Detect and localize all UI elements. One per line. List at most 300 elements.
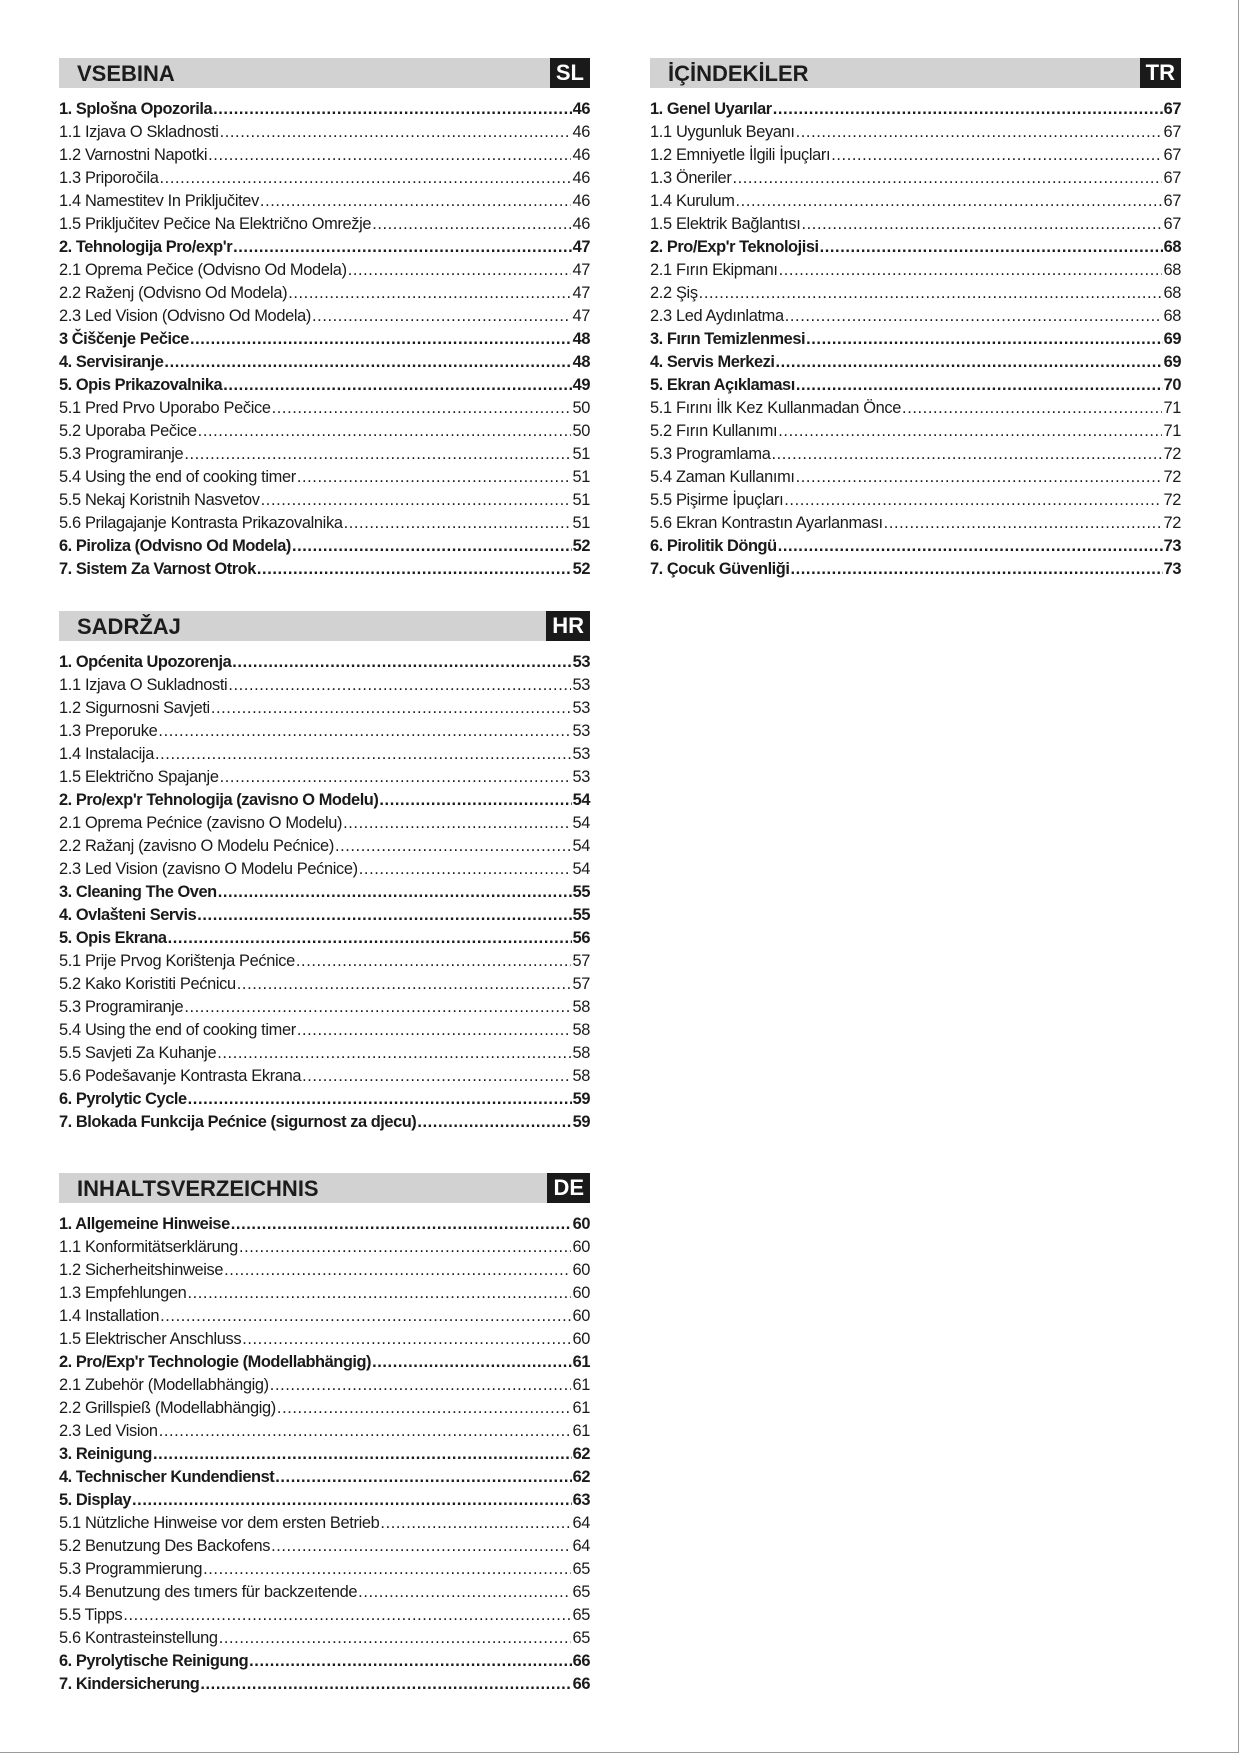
dot-leader: [184, 996, 571, 1019]
dot-leader: [790, 558, 1162, 581]
toc-entry[interactable]: [59, 1111, 590, 1134]
toc-entry-page: 72: [1163, 468, 1181, 486]
dot-leader: [778, 535, 1163, 558]
dot-leader: [208, 144, 571, 167]
dot-leader: [775, 351, 1162, 374]
toc-entry-label: 4. Ovlašteni Servis: [59, 906, 197, 924]
dot-leader: [270, 1374, 572, 1397]
dot-leader: [302, 1065, 571, 1088]
toc-entry[interactable]: [59, 1627, 590, 1650]
toc-entry-label: 1.2 Sicherheitshinweise: [59, 1261, 224, 1279]
toc-entry-label: 1.5 Elektrik Bağlantısı: [650, 215, 801, 233]
toc-entry-label: 1. Splošna Opozorila: [59, 100, 213, 118]
toc-entry-label: 5.1 Pred Prvo Uporabo Pečice: [59, 399, 271, 417]
dot-leader: [779, 259, 1163, 282]
toc-entry[interactable]: [59, 973, 590, 996]
section-header: [59, 58, 590, 88]
dot-leader: [223, 374, 571, 397]
toc-entry[interactable]: [59, 766, 590, 789]
toc-entry-label: 1.1 Izjava O Sukladnosti: [59, 676, 228, 694]
toc-entry-page: 61: [572, 1353, 590, 1371]
toc-entry-page: 50: [572, 422, 590, 440]
toc-entry-page: 61: [572, 1422, 590, 1440]
dot-leader: [335, 835, 572, 858]
toc-entry-page: 53: [572, 676, 590, 694]
toc-section-sl: [59, 58, 590, 581]
toc-entry[interactable]: [650, 236, 1181, 259]
dot-leader: [164, 351, 571, 374]
dot-leader: [190, 328, 572, 351]
toc-entry[interactable]: [59, 1213, 590, 1236]
dot-leader: [200, 1673, 571, 1696]
toc-entry[interactable]: [650, 144, 1181, 167]
dot-leader: [380, 1512, 571, 1535]
toc-entry-page: 46: [572, 146, 590, 164]
toc-entry-page: 72: [1163, 514, 1181, 532]
toc-entry-page: 73: [1163, 560, 1181, 578]
toc-entry-label: 2.3 Led Vision: [59, 1422, 158, 1440]
toc-entry[interactable]: [650, 489, 1181, 512]
toc-entry[interactable]: [59, 420, 590, 443]
toc-entry[interactable]: [59, 1489, 590, 1512]
toc-entry-page: 51: [572, 514, 590, 532]
toc-entry-label: 5.3 Programiranje: [59, 445, 184, 463]
toc-entry[interactable]: [59, 351, 590, 374]
toc-entry[interactable]: [59, 674, 590, 697]
toc-entry[interactable]: [59, 1065, 590, 1088]
toc-entry[interactable]: [59, 512, 590, 535]
toc-entry-page: 47: [572, 284, 590, 302]
dot-leader: [160, 167, 572, 190]
toc-entry-page: 48: [572, 330, 590, 348]
toc-entry-page: 56: [572, 929, 590, 947]
dot-leader: [288, 282, 571, 305]
dot-leader: [784, 489, 1162, 512]
dot-leader: [198, 420, 572, 443]
toc-entry-label: 5.2 Benutzung Des Backofens: [59, 1537, 271, 1555]
dot-leader: [796, 374, 1163, 397]
toc-entry[interactable]: [59, 213, 590, 236]
toc-section-de: [59, 1173, 590, 1696]
toc-entry-page: 62: [572, 1445, 590, 1463]
section-title: İÇİNDEKİLER: [668, 61, 809, 86]
dot-leader: [820, 236, 1163, 259]
toc-entry-label: 5. Ekran Açıklaması: [650, 376, 795, 394]
dot-leader: [271, 1535, 571, 1558]
toc-entry-label: 5.5 Nekaj Koristnih Nasvetov: [59, 491, 260, 509]
toc-entry[interactable]: [59, 1019, 590, 1042]
toc-entry-page: 52: [572, 560, 590, 578]
toc-entry-page: 48: [572, 353, 590, 371]
toc-entry-label: 1. Allgemeine Hinweise: [59, 1215, 230, 1233]
toc-entry-label: 7. Blokada Funkcija Pećnice (sigurnost za djecu): [59, 1113, 417, 1131]
toc-entry-label: 1. Genel Uyarılar: [650, 100, 772, 118]
toc-entry[interactable]: [650, 328, 1181, 351]
toc-entry-page: 47: [572, 238, 590, 256]
toc-entry[interactable]: [650, 374, 1181, 397]
section-title: SADRŽAJ: [77, 614, 181, 639]
toc-entry-page: 59: [572, 1090, 590, 1108]
toc-entry[interactable]: [650, 443, 1181, 466]
toc-entry-page: 46: [572, 215, 590, 233]
toc-entry[interactable]: [59, 236, 590, 259]
toc-entry-label: 1.1 Uygunluk Beyanı: [650, 123, 795, 141]
dot-leader: [160, 1305, 571, 1328]
toc-entry[interactable]: [59, 927, 590, 950]
toc-entry-label: 5.3 Programlama: [650, 445, 771, 463]
toc-entry-label: 2.3 Led Aydınlatma: [650, 307, 784, 325]
toc-entry-label: 1.1 Izjava O Skladnosti: [59, 123, 219, 141]
dot-leader: [796, 466, 1163, 489]
toc-entry-page: 67: [1163, 100, 1181, 118]
toc-entry-page: 67: [1163, 169, 1181, 187]
toc-entry-page: 55: [572, 883, 590, 901]
toc-entry[interactable]: [59, 1466, 590, 1489]
toc-entry[interactable]: [59, 328, 590, 351]
dot-leader: [242, 1328, 571, 1351]
toc-entry[interactable]: [59, 443, 590, 466]
toc-entry-label: 2.1 Oprema Pečice (Odvisno Od Modela): [59, 261, 347, 279]
toc-entry[interactable]: [59, 1443, 590, 1466]
toc-entry[interactable]: [59, 1420, 590, 1443]
toc-entry[interactable]: [650, 259, 1181, 282]
dot-leader: [379, 789, 571, 812]
dot-leader: [261, 489, 572, 512]
dot-leader: [188, 1088, 572, 1111]
dot-leader: [275, 1466, 571, 1489]
dot-leader: [358, 1581, 571, 1604]
toc-entry-label: 5.3 Programmierung: [59, 1560, 203, 1578]
toc-entry-label: 2. Pro/Exp'r Technologie (Modellabhängig): [59, 1353, 372, 1371]
dot-leader: [197, 904, 571, 927]
dot-leader: [213, 98, 572, 121]
dot-leader: [237, 973, 572, 996]
toc-entry[interactable]: [59, 1650, 590, 1673]
toc-entry[interactable]: [59, 190, 590, 213]
toc-entry-label: 5.1 Nützliche Hinweise vor dem ersten Betrieb: [59, 1514, 380, 1532]
toc-entry[interactable]: [59, 1673, 590, 1696]
toc-entry-label: 7. Sistem Za Varnost Otrok: [59, 560, 256, 578]
toc-entry-page: 46: [572, 192, 590, 210]
toc-entry-label: 5.6 Podešavanje Kontrasta Ekrana: [59, 1067, 302, 1085]
toc-entry[interactable]: [59, 1512, 590, 1535]
toc-entry-label: 5. Opis Ekrana: [59, 929, 167, 947]
toc-entry[interactable]: [59, 282, 590, 305]
dot-leader: [231, 1213, 572, 1236]
toc-entry-label: 1.3 Priporočila: [59, 169, 159, 187]
toc-entry-label: 3 Čiščenje Pečice: [59, 330, 189, 348]
toc-entry[interactable]: [59, 743, 590, 766]
toc-entry-label: 1.3 Preporuke: [59, 722, 158, 740]
toc-entry[interactable]: [59, 535, 590, 558]
toc-entry-page: 65: [572, 1606, 590, 1624]
toc-entry-label: 5. Display: [59, 1491, 132, 1509]
section-title: INHALTSVERZEICHNIS: [77, 1176, 319, 1201]
toc-entry-label: 2.2 Grillspieß (Modellabhängig): [59, 1399, 276, 1417]
toc-entry[interactable]: [650, 190, 1181, 213]
dot-leader: [296, 950, 572, 973]
toc-entry-label: 1.4 Namestitev In Priključitev: [59, 192, 259, 210]
toc-entry-page: 69: [1163, 353, 1181, 371]
toc-entry[interactable]: [59, 1042, 590, 1065]
toc-entry[interactable]: [650, 466, 1181, 489]
toc-entry[interactable]: [59, 1328, 590, 1351]
toc-entry[interactable]: [59, 1282, 590, 1305]
toc-entry-label: 6. Pirolitik Döngü: [650, 537, 777, 555]
toc-entry-label: 1.5 Elektrischer Anschluss: [59, 1330, 242, 1348]
toc-entry-label: 5.5 Savjeti Za Kuhanje: [59, 1044, 217, 1062]
dot-leader: [372, 213, 571, 236]
toc-entry-label: 3. Cleaning The Oven: [59, 883, 217, 901]
toc-entry[interactable]: [59, 397, 590, 420]
dot-leader: [187, 1282, 571, 1305]
dot-leader: [297, 466, 572, 489]
toc-entry-label: 2.2 Ražanj (zavisno O Modelu Pećnice): [59, 837, 334, 855]
toc-entry-page: 54: [572, 814, 590, 832]
toc-entry[interactable]: [59, 1604, 590, 1627]
toc-entry-label: 5.2 Uporaba Pečice: [59, 422, 197, 440]
toc-entry-page: 58: [572, 1021, 590, 1039]
toc-entry[interactable]: [650, 167, 1181, 190]
toc-entry-label: 2. Tehnologija Pro/exp'r: [59, 238, 233, 256]
toc-entry-label: 2.1 Fırın Ekipmanı: [650, 261, 778, 279]
dot-leader: [277, 1397, 572, 1420]
dot-leader: [778, 420, 1162, 443]
toc-entry[interactable]: [650, 213, 1181, 236]
toc-entry-page: 51: [572, 445, 590, 463]
dot-leader: [224, 1259, 571, 1282]
toc-entry-page: 61: [572, 1399, 590, 1417]
toc-entry[interactable]: [59, 812, 590, 835]
toc-entry[interactable]: [650, 420, 1181, 443]
dot-leader: [699, 282, 1163, 305]
toc-entry-label: 5.1 Prije Prvog Korištenja Pećnice: [59, 952, 295, 970]
toc-entry-page: 65: [572, 1583, 590, 1601]
toc-entry-page: 71: [1163, 422, 1181, 440]
language-badge: DE: [547, 1173, 590, 1203]
toc-entry[interactable]: [59, 1305, 590, 1328]
toc-entry[interactable]: [59, 1535, 590, 1558]
toc-entry-label: 6. Piroliza (Odvisno Od Modela): [59, 537, 291, 555]
toc-entry-label: 5.6 Prilagajanje Kontrasta Prikazovalnika: [59, 514, 343, 532]
toc-entry-page: 54: [572, 860, 590, 878]
dot-leader: [796, 121, 1163, 144]
toc-entry[interactable]: [59, 858, 590, 881]
dot-leader: [344, 512, 572, 535]
toc-entry[interactable]: [59, 558, 590, 581]
toc-entry-label: 5.6 Kontrasteinstellung: [59, 1629, 218, 1647]
toc-entry-label: 5.1 Fırını İlk Kez Kullanmadan Önce: [650, 399, 902, 417]
toc-entry[interactable]: [59, 1374, 590, 1397]
toc-entry-page: 72: [1163, 445, 1181, 463]
toc-entry-label: 5.2 Kako Koristiti Pećnicu: [59, 975, 236, 993]
toc-entry[interactable]: [59, 904, 590, 927]
dot-leader: [132, 1489, 572, 1512]
toc-entry-label: 1.4 Installation: [59, 1307, 160, 1325]
toc-entry-page: 72: [1163, 491, 1181, 509]
section-title: VSEBINA: [77, 61, 175, 86]
toc-entry-label: 1.1 Konformitätserklärung: [59, 1238, 238, 1256]
dot-leader: [831, 144, 1162, 167]
toc-entry-page: 66: [572, 1675, 590, 1693]
dot-leader: [773, 98, 1163, 121]
dot-leader: [771, 443, 1162, 466]
toc-entry-page: 67: [1163, 215, 1181, 233]
dot-leader: [211, 697, 572, 720]
toc-entry-page: 62: [572, 1468, 590, 1486]
toc-entry[interactable]: [59, 1581, 590, 1604]
dot-leader: [219, 1627, 572, 1650]
dot-leader: [372, 1351, 572, 1374]
toc-entry[interactable]: [59, 1351, 590, 1374]
toc-entry-label: 1.2 Varnostni Napotki: [59, 146, 208, 164]
toc-entry-page: 68: [1163, 238, 1181, 256]
toc-entry-page: 63: [572, 1491, 590, 1509]
toc-entry-label: 3. Fırın Temizlenmesi: [650, 330, 806, 348]
toc-entry[interactable]: [59, 1088, 590, 1111]
toc-entry[interactable]: [59, 697, 590, 720]
dot-leader: [806, 328, 1163, 351]
toc-entry-page: 53: [572, 699, 590, 717]
toc-entry[interactable]: [650, 397, 1181, 420]
language-badge: TR: [1140, 58, 1181, 88]
toc-entry-page: 60: [572, 1307, 590, 1325]
toc-entry[interactable]: [650, 351, 1181, 374]
toc-entry-page: 51: [572, 468, 590, 486]
toc-entry-page: 60: [572, 1238, 590, 1256]
toc-entry-label: 1. Općenita Upozorenja: [59, 653, 232, 671]
dot-leader: [348, 259, 572, 282]
toc-entry[interactable]: [59, 1397, 590, 1420]
dot-leader: [239, 1236, 572, 1259]
toc-entry[interactable]: [650, 282, 1181, 305]
language-badge: SL: [550, 58, 590, 88]
toc-entry[interactable]: [650, 121, 1181, 144]
toc-entry-page: 54: [572, 791, 590, 809]
dot-leader: [732, 167, 1162, 190]
toc-entry-page: 70: [1163, 376, 1181, 394]
toc-entry-page: 69: [1163, 330, 1181, 348]
toc-entry[interactable]: [59, 651, 590, 674]
toc-entry-label: 1.3 Empfehlungen: [59, 1284, 187, 1302]
toc-entry[interactable]: [59, 167, 590, 190]
toc-entry-page: 66: [572, 1652, 590, 1670]
dot-leader: [158, 720, 571, 743]
toc-entry-page: 47: [572, 261, 590, 279]
toc-entry-page: 57: [572, 975, 590, 993]
toc-entry[interactable]: [59, 121, 590, 144]
dot-leader: [272, 397, 572, 420]
section-header: [59, 1173, 590, 1203]
toc-entry[interactable]: [59, 305, 590, 328]
toc-entry-label: 1.3 Öneriler: [650, 169, 732, 187]
toc-list: [59, 651, 590, 1134]
dot-leader: [417, 1111, 571, 1134]
toc-entry-page: 57: [572, 952, 590, 970]
dot-leader: [260, 190, 572, 213]
toc-entry-label: 2. Pro/exp'r Tehnologija (zavisno O Modelu): [59, 791, 379, 809]
dot-leader: [902, 397, 1162, 420]
toc-entry-page: 60: [572, 1330, 590, 1348]
toc-entry-page: 60: [572, 1215, 590, 1233]
toc-entry-label: 1.4 Kurulum: [650, 192, 735, 210]
dot-leader: [801, 213, 1162, 236]
toc-entry-label: 5.4 Using the end of cooking timer: [59, 468, 296, 486]
dot-leader: [292, 535, 572, 558]
toc-entry[interactable]: [59, 789, 590, 812]
toc-entry[interactable]: [59, 466, 590, 489]
dot-leader: [184, 443, 571, 466]
toc-entry-label: 1.4 Instalacija: [59, 745, 154, 763]
toc-entry-page: 64: [572, 1514, 590, 1532]
toc-entry[interactable]: [59, 144, 590, 167]
toc-entry[interactable]: [59, 489, 590, 512]
toc-entry-label: 5.6 Ekran Kontrastın Ayarlanması: [650, 514, 883, 532]
toc-entry[interactable]: [650, 512, 1181, 535]
toc-entry[interactable]: [59, 881, 590, 904]
dot-leader: [249, 1650, 572, 1673]
toc-entry-label: 5.5 Pişirme İpuçları: [650, 491, 784, 509]
toc-entry-page: 67: [1163, 123, 1181, 141]
toc-entry[interactable]: [59, 98, 590, 121]
toc-entry-label: 5.5 Tipps: [59, 1606, 123, 1624]
toc-entry[interactable]: [59, 374, 590, 397]
toc-entry-label: 2.1 Zubehör (Modellabhängig): [59, 1376, 269, 1394]
toc-entry[interactable]: [650, 305, 1181, 328]
dot-leader: [312, 305, 571, 328]
toc-entry[interactable]: [59, 1558, 590, 1581]
toc-entry-label: 4. Technischer Kundendienst: [59, 1468, 275, 1486]
dot-leader: [233, 236, 572, 259]
toc-entry-page: 68: [1163, 284, 1181, 302]
toc-entry-label: 5.4 Zaman Kullanımı: [650, 468, 795, 486]
dot-leader: [159, 1420, 572, 1443]
dot-leader: [232, 651, 571, 674]
toc-entry[interactable]: [59, 835, 590, 858]
toc-list: [650, 98, 1181, 581]
toc-entry[interactable]: [650, 98, 1181, 121]
toc-entry[interactable]: [59, 950, 590, 973]
dot-leader: [785, 305, 1163, 328]
toc-entry-page: 46: [572, 100, 590, 118]
toc-entry-page: 59: [572, 1113, 590, 1131]
dot-leader: [228, 674, 571, 697]
toc-entry-page: 67: [1163, 146, 1181, 164]
toc-entry[interactable]: [59, 1236, 590, 1259]
toc-section-hr: [59, 611, 590, 1134]
toc-entry-page: 71: [1163, 399, 1181, 417]
toc-entry-label: 1.5 Električno Spajanje: [59, 768, 219, 786]
toc-section-tr: [650, 58, 1181, 581]
toc-entry-page: 65: [572, 1629, 590, 1647]
toc-entry[interactable]: [59, 720, 590, 743]
toc-entry-page: 49: [572, 376, 590, 394]
toc-entry-page: 53: [572, 768, 590, 786]
toc-entry-label: 1.2 Sigurnosni Savjeti: [59, 699, 210, 717]
toc-entry-label: 5.2 Fırın Kullanımı: [650, 422, 778, 440]
toc-entry[interactable]: [650, 558, 1181, 581]
toc-entry[interactable]: [650, 535, 1181, 558]
toc-entry-page: 46: [572, 169, 590, 187]
toc-entry-label: 3. Reinigung: [59, 1445, 152, 1463]
toc-entry-page: 53: [572, 653, 590, 671]
toc-entry[interactable]: [59, 1259, 590, 1282]
toc-entry[interactable]: [59, 996, 590, 1019]
toc-entry-label: 2.2 Şiş: [650, 284, 698, 302]
toc-entry-label: 7. Kindersicherung: [59, 1675, 200, 1693]
toc-entry[interactable]: [59, 259, 590, 282]
toc-entry-label: 7. Çocuk Güvenliği: [650, 560, 790, 578]
